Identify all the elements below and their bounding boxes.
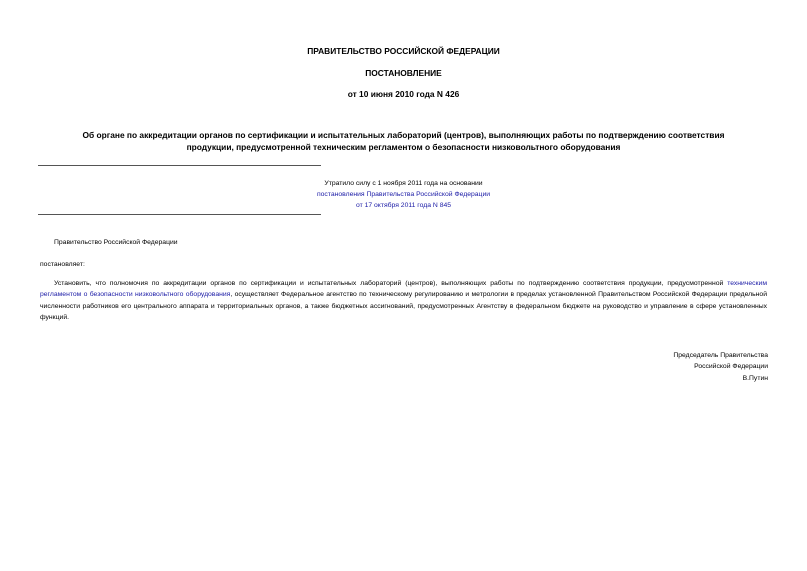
signature-block	[673, 350, 768, 384]
bottom-divider	[38, 214, 321, 215]
signature-position-line-1: Председатель Правительства	[673, 352, 768, 359]
status-note-text: Утратило силу с 1 ноября 2011 года на основании	[324, 180, 483, 187]
issuer-text: Правительство Российской Федерации	[54, 239, 178, 246]
document-title-line-1: Об органе по аккредитации органов по сертификации и испытательных лабораторий (центров), выполняющих работы по подтверждению соответствия	[82, 130, 725, 140]
document-title-line-2: продукции, предусмотренной техническим регламентом о безопасности низковольтного оборудования	[186, 142, 621, 152]
technical-regulation-link[interactable]: техническим регламентом о безопасности низковольтного оборудования	[40, 280, 767, 299]
repeal-decree-link-line-1[interactable]: постановления Правительства Российской Федерации	[316, 191, 491, 198]
repeal-decree-link-line-2[interactable]: от 17 октября 2011 года N 845	[355, 202, 452, 209]
document-date-number: от 10 июня 2010 года N 426	[347, 89, 460, 99]
main-paragraph-end: , осуществляет Федеральное агентство по техническому регулированию и метрологии в пределах установленной Правительством Российской Федерации предельной численности работников его центрального аппарата и территориальных органов, а также бюджетных ассигнований, предусмотренных Агентству в федеральном бюджете на руководство и управление в сфере установленных функций.	[40, 291, 767, 322]
signature-position-line-2: Российской Федерации	[694, 363, 768, 371]
top-divider	[38, 165, 321, 166]
document-title	[40, 129, 767, 153]
status-note	[0, 178, 807, 211]
decrees-text: постановляет:	[40, 261, 85, 268]
main-paragraph-start: Установить, что полномочия по аккредитации органов по сертификации и испытательных лабораторий (центров), выполняющих работы по подтверждению соответствия продукции, предусмотренной	[54, 280, 728, 287]
document-type: ПОСТАНОВЛЕНИЕ	[365, 68, 442, 78]
government-heading: ПРАВИТЕЛЬСТВО РОССИЙСКОЙ ФЕДЕРАЦИИ	[307, 46, 500, 56]
main-paragraph	[40, 278, 767, 324]
signature-name: В.Путин	[742, 374, 768, 382]
